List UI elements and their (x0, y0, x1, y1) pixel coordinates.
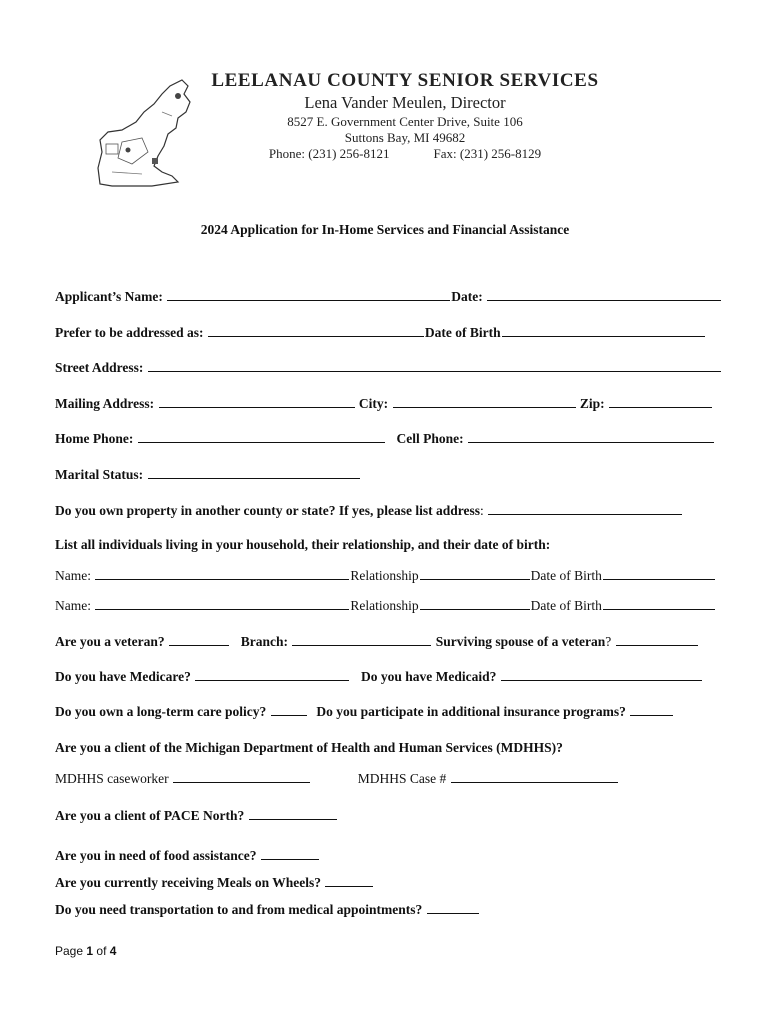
form-title: 2024 Application for In-Home Services and Financial Assistance (200, 222, 570, 237)
surviving-spouse-field[interactable] (616, 633, 698, 646)
row-phones (55, 430, 715, 447)
prefer-addressed-field[interactable] (208, 324, 424, 337)
mdhhs-case-label: MDHHS Case # (357, 771, 447, 786)
mdhhs-caseworker-label: MDHHS caseworker (55, 771, 169, 786)
applicant-name-field[interactable] (167, 288, 450, 301)
marital-status-label: Marital Status: (55, 467, 144, 482)
household-dob-field[interactable] (603, 597, 715, 610)
row-preferred-name (55, 324, 706, 341)
county-map-logo (92, 72, 204, 190)
household-relationship-field[interactable] (420, 567, 530, 580)
home-phone-field[interactable] (138, 430, 385, 443)
long-term-care-field[interactable] (271, 703, 307, 716)
prefer-addressed-label: Prefer to be addressed as: (55, 325, 204, 340)
food-assistance-field[interactable] (261, 847, 319, 860)
long-term-care-label: Do you own a long-term care policy? (55, 704, 267, 719)
meals-on-wheels-field[interactable] (325, 874, 373, 887)
city-label: City: (358, 396, 389, 411)
row-transportation (55, 901, 480, 918)
row-mailing-address (55, 395, 713, 412)
transportation-field[interactable] (427, 901, 479, 914)
household-name-field[interactable] (95, 597, 349, 610)
medicaid-field[interactable] (501, 668, 702, 681)
contact-phones (205, 146, 605, 162)
veteran-label: Are you a veteran? (55, 634, 165, 649)
pace-north-label: Are you a client of PACE North? (55, 808, 245, 823)
address-line-1: 8527 E. Government Center Drive, Suite 106 (287, 114, 523, 129)
mdhhs-case-field[interactable] (451, 770, 618, 783)
city-field[interactable] (393, 395, 576, 408)
mdhhs-client-label: Are you a client of the Michigan Department of Health and Human Services (MDHHS)? (55, 740, 563, 755)
row-household-question (55, 537, 550, 553)
letterhead (205, 70, 605, 162)
marital-status-field[interactable] (148, 466, 360, 479)
row-medicare (55, 668, 703, 685)
medicare-label: Do you have Medicare? (55, 669, 191, 684)
row-veteran (55, 633, 699, 650)
veteran-field[interactable] (169, 633, 229, 646)
row-insurance (55, 703, 674, 720)
household-row (55, 597, 716, 614)
mailing-address-field[interactable] (159, 395, 355, 408)
date-label: Date: (451, 289, 483, 304)
medicaid-label: Do you have Medicaid? (360, 669, 497, 684)
street-address-label: Street Address: (55, 360, 144, 375)
mdhhs-caseworker-field[interactable] (173, 770, 310, 783)
household-name-field[interactable] (95, 567, 349, 580)
row-pace-north (55, 807, 338, 824)
street-address-field[interactable] (148, 359, 721, 372)
insurance-programs-label: Do you participate in additional insurance programs? (316, 704, 626, 719)
household-relationship-field[interactable] (420, 597, 530, 610)
pace-north-field[interactable] (249, 807, 337, 820)
row-meals-on-wheels (55, 874, 374, 891)
row-mdhhs-details (55, 770, 619, 787)
page-number (55, 944, 116, 958)
fax-number: Fax: (231) 256-8129 (433, 146, 542, 161)
phone-number: Phone: (231) 256-8121 (268, 146, 390, 161)
director-name: Lena Vander Meulen, Director (304, 93, 506, 112)
surviving-spouse-question-mark: ? (605, 634, 612, 649)
of-word: of (96, 944, 107, 958)
row-applicant-name (55, 288, 722, 305)
household-name-label: Name: (55, 568, 91, 583)
date-of-birth-field[interactable] (502, 324, 705, 337)
property-question-label: Do you own property in another county or state? If yes, please list address (55, 503, 481, 518)
household-dob-label: Date of Birth (530, 568, 602, 583)
surviving-spouse-label: Surviving spouse of a veteran (435, 634, 606, 649)
household-dob-label: Date of Birth (530, 598, 602, 613)
organization-name: LEELANAU COUNTY SENIOR SERVICES (211, 70, 599, 91)
household-name-label: Name: (55, 598, 91, 613)
page-total: 4 (109, 944, 117, 958)
household-row (55, 567, 716, 584)
page-current: 1 (86, 944, 94, 958)
zip-label: Zip: (579, 396, 605, 411)
medicare-field[interactable] (195, 668, 349, 681)
branch-field[interactable] (292, 633, 431, 646)
household-question-label: List all individuals living in your household, their relationship, and their date of birth: (55, 537, 551, 552)
transportation-label: Do you need transportation to and from medical appointments? (55, 902, 423, 917)
food-assistance-label: Are you in need of food assistance? (55, 848, 257, 863)
applicant-name-label: Applicant’s Name: (55, 289, 163, 304)
row-property-question (55, 502, 683, 519)
household-relationship-label: Relationship (350, 568, 419, 583)
household-dob-field[interactable] (603, 567, 715, 580)
property-colon: : (480, 503, 484, 518)
address-line-2: Suttons Bay, MI 49682 (344, 130, 466, 145)
page-word: Page (55, 944, 84, 958)
row-street-address (55, 359, 722, 376)
zip-field[interactable] (609, 395, 712, 408)
branch-label: Branch: (240, 634, 288, 649)
row-mdhhs-client (55, 740, 563, 756)
property-address-field[interactable] (488, 502, 682, 515)
date-of-birth-label: Date of Birth (424, 325, 501, 340)
cell-phone-label: Cell Phone: (396, 431, 464, 446)
row-marital-status (55, 466, 361, 483)
insurance-programs-field[interactable] (630, 703, 673, 716)
meals-on-wheels-label: Are you currently receiving Meals on Wheels? (55, 875, 321, 890)
row-food-assistance (55, 847, 320, 864)
household-relationship-label: Relationship (350, 598, 419, 613)
home-phone-label: Home Phone: (55, 431, 134, 446)
date-field[interactable] (487, 288, 721, 301)
cell-phone-field[interactable] (468, 430, 714, 443)
mailing-address-label: Mailing Address: (55, 396, 155, 411)
